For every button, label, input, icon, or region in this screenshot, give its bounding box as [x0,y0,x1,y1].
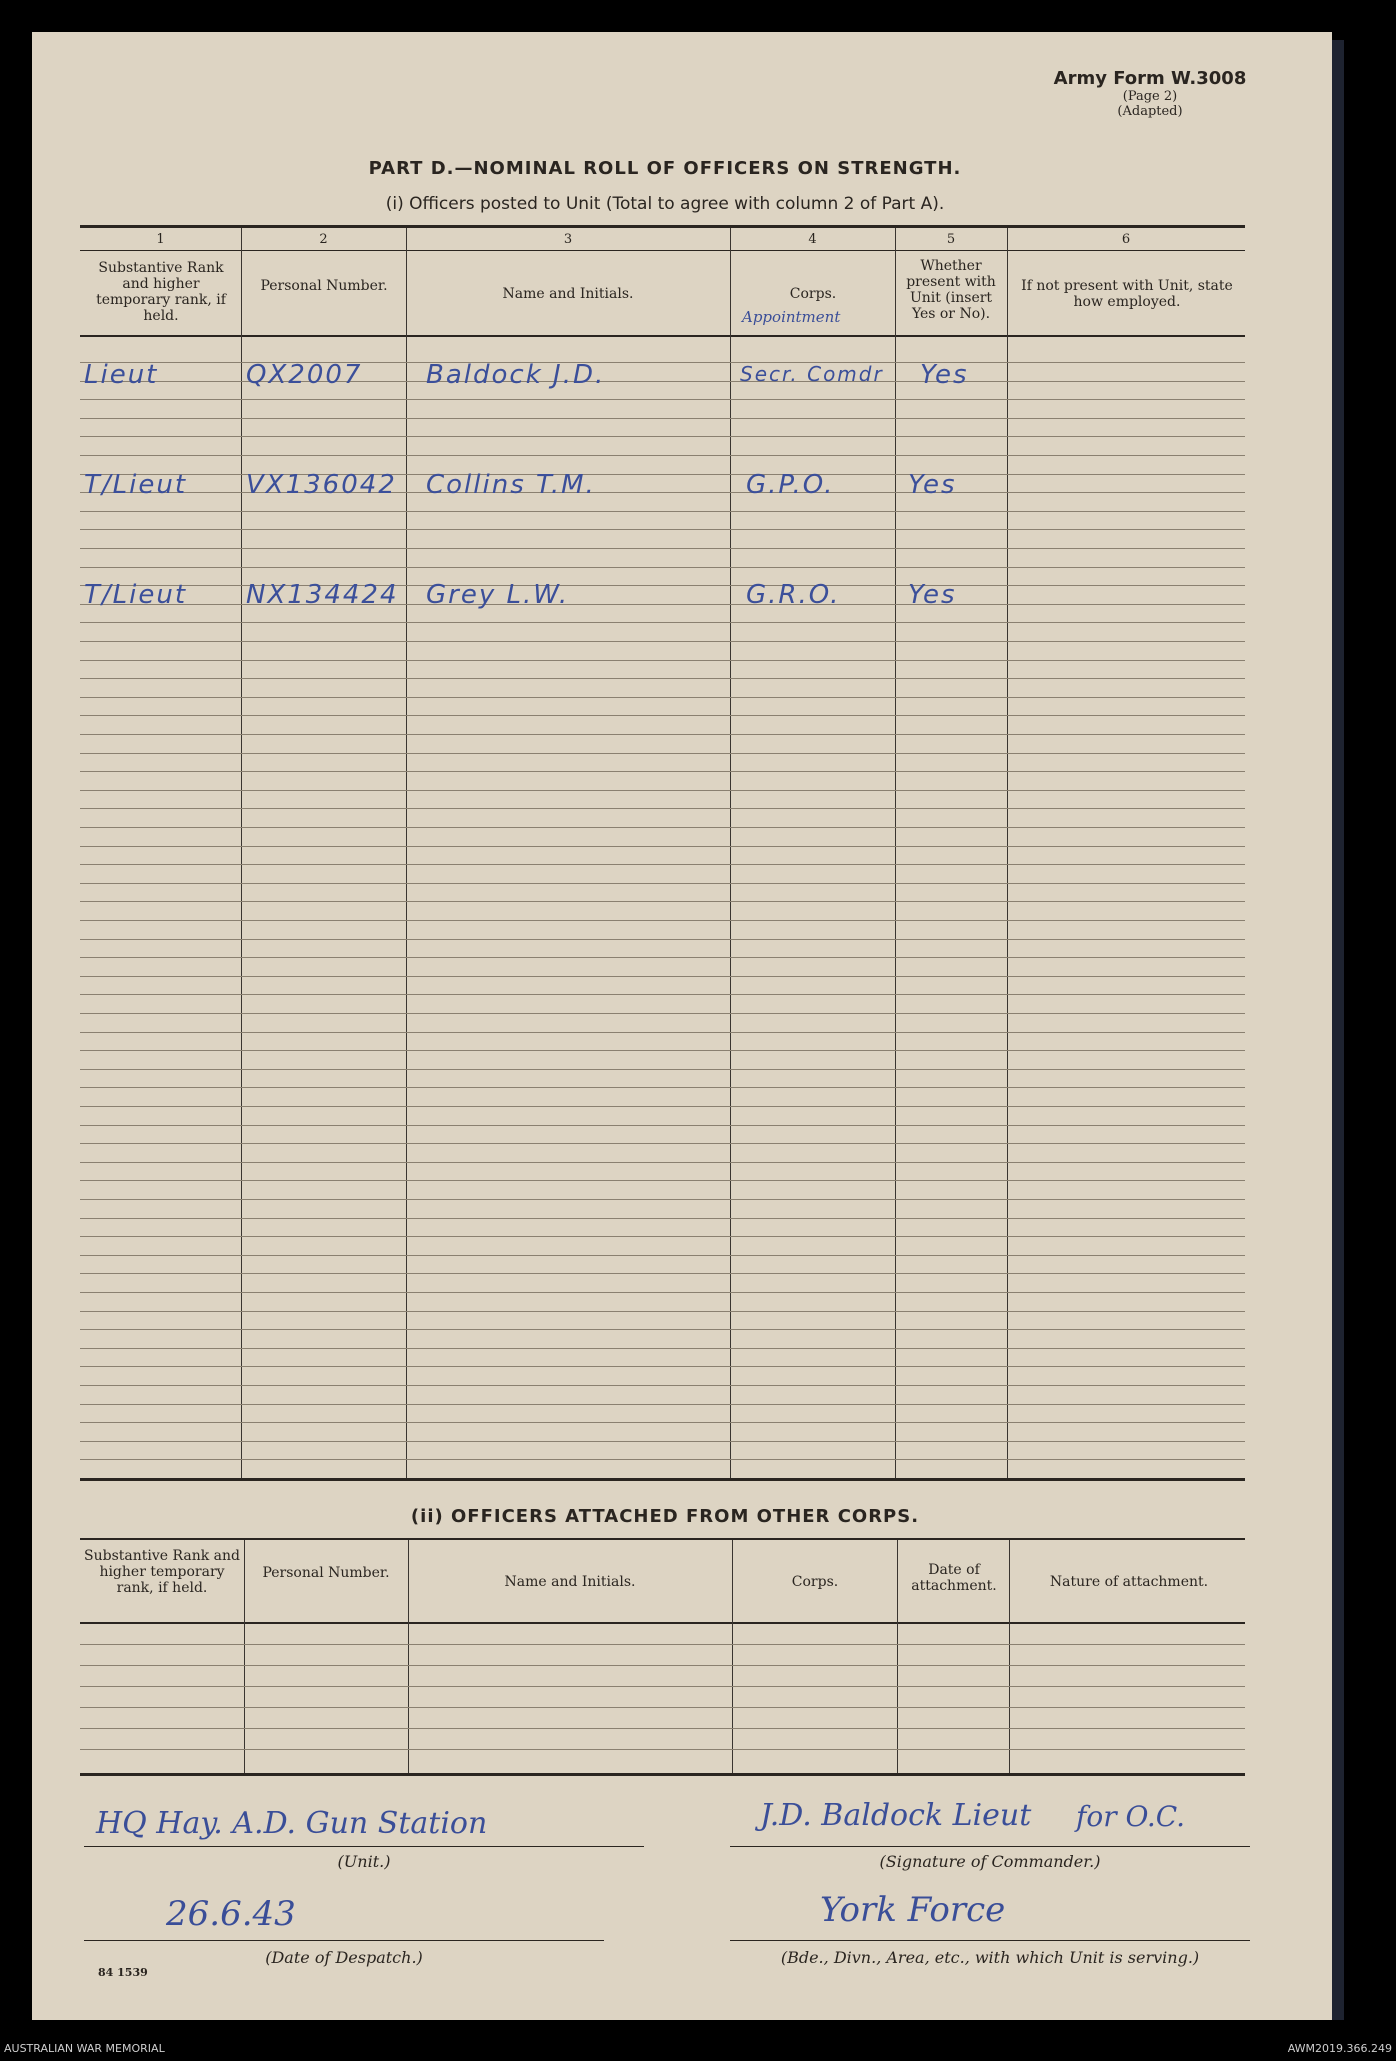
part-d-subheading: (i) Officers posted to Unit (Total to agree with column 2 of Part A). [385,194,945,214]
ruled-line [80,660,1245,661]
form-title: Army Form W.3008 [1053,68,1247,89]
column-header-date: Date of attachment. [911,1562,997,1594]
signature-line [730,1846,1250,1847]
column-header-corps: Corps. [791,1574,839,1590]
table-header-rule [80,335,1245,337]
ruled-line [80,511,1245,512]
ruled-line [80,1069,1245,1070]
ruled-line [80,1255,1245,1256]
form-page-number: (Page 2) [1122,89,1178,104]
ruled-line [80,883,1245,884]
ruled-line [80,399,1245,400]
ruled-line [80,1665,1245,1666]
unit-handwritten: HQ Hay. A.D. Gun Station [96,1806,488,1841]
ruled-line [80,994,1245,995]
column-header-rank: Substantive Rank and higher temporary rank, if held. [84,1548,240,1596]
ruled-line [80,622,1245,623]
ruled-line [80,418,1245,419]
row-corps: Secr. Comdr [740,362,884,386]
row-rank: Lieut [84,360,159,390]
row-rank: T/Lieut [84,580,188,610]
ruled-line [80,753,1245,754]
table-number-rule [80,250,1245,251]
table-top-rule [80,225,1245,228]
row-name: Grey L.W. [426,580,570,610]
table2-top-rule [80,1538,1245,1540]
row-present: Yes [920,360,969,390]
ruled-line [80,678,1245,679]
ruled-line [80,771,1245,772]
ruled-line [80,846,1245,847]
column-number: 5 [946,232,956,247]
column-header-corps: Corps. [789,286,837,302]
page-edge [1332,40,1344,2020]
part-d-heading: PART D.—NOMINAL ROLL OF OFFICERS ON STRENGTH. [368,158,962,179]
ruled-line [80,1106,1245,1107]
ruled-line [80,1162,1245,1163]
col-divider [1009,1540,1010,1773]
corps-annotation: Appointment [742,308,841,326]
row-corps: G.R.O. [746,580,841,610]
ruled-line [80,976,1245,977]
print-code: 84 1539 [98,1966,148,1979]
archive-credit: AUSTRALIAN WAR MEMORIAL [4,2042,165,2055]
ruled-line [80,697,1245,698]
column-header-present: Whether present with Unit (insert Yes or No). [906,258,996,322]
ruled-line [80,641,1245,642]
row-present: Yes [908,470,957,500]
unit-label: (Unit.) [337,1852,391,1871]
ruled-line [80,1422,1245,1423]
ruled-line [80,1441,1245,1442]
column-header-name: Name and Initials. [502,286,634,302]
row-number: VX136042 [246,470,397,500]
column-number: 6 [1121,232,1131,247]
ruled-line [80,901,1245,902]
form-adapted: (Adapted) [1117,104,1183,119]
row-number: NX134424 [246,580,399,610]
ruled-line [80,827,1245,828]
signature-extra: for O.C. [1076,1800,1186,1833]
part-ii-heading: (ii) OFFICERS ATTACHED FROM OTHER CORPS. [410,1506,920,1527]
ruled-line [80,1236,1245,1237]
ruled-line [80,436,1245,437]
ruled-line [80,1050,1245,1051]
ruled-line [80,1459,1245,1460]
date-line [84,1940,604,1941]
archive-reference: AWM2019.366.249 [1287,2042,1392,2055]
bde-line [730,1940,1250,1941]
ruled-line [80,1273,1245,1274]
row-corps: G.P.O. [746,470,835,500]
ruled-line [80,1125,1245,1126]
ruled-line [80,1329,1245,1330]
ruled-line [80,1087,1245,1088]
ruled-line [80,1143,1245,1144]
row-number: QX2007 [246,360,363,390]
column-header-name: Name and Initials. [504,1574,636,1590]
ruled-line [80,864,1245,865]
bde-handwritten: York Force [820,1890,1006,1930]
col-divider [895,228,896,1478]
column-header-employment: If not present with Unit, state how employed. [1021,278,1233,310]
ruled-line [80,715,1245,716]
ruled-line [80,1180,1245,1181]
form-page [32,32,1332,2020]
col-divider [1007,228,1008,1478]
row-present: Yes [908,580,957,610]
row-name: Baldock J.D. [426,360,606,390]
table-bottom-rule [80,1478,1245,1481]
ruled-line [80,957,1245,958]
column-header-number: Personal Number. [262,1565,390,1581]
ruled-line [80,1707,1245,1708]
ruled-line [80,920,1245,921]
ruled-line [80,1686,1245,1687]
ruled-line [80,1348,1245,1349]
row-name: Collins T.M. [426,470,596,500]
column-header-rank: Substantive Rank and higher temporary rank, if held. [96,260,226,324]
form-number-block [1040,68,1260,119]
col-divider [408,1540,409,1773]
ruled-line [80,808,1245,809]
ruled-line [80,1366,1245,1367]
col-divider [241,228,242,1478]
ruled-line [80,1032,1245,1033]
unit-line [84,1846,644,1847]
ruled-line [80,1728,1245,1729]
ruled-line [80,455,1245,456]
ruled-line [80,790,1245,791]
ruled-line [80,1292,1245,1293]
ruled-line [80,529,1245,530]
ruled-line [80,1218,1245,1219]
col-divider [897,1540,898,1773]
column-header-nature: Nature of attachment. [1049,1574,1209,1590]
column-number: 4 [808,232,817,247]
date-label: (Date of Despatch.) [265,1948,423,1967]
column-number: 3 [563,232,573,247]
ruled-line [80,1199,1245,1200]
ruled-line [80,1749,1245,1750]
col-divider [732,1540,733,1773]
ruled-line [80,1013,1245,1014]
col-divider [730,228,731,1478]
ruled-line [80,734,1245,735]
column-number: 2 [319,232,328,247]
ruled-line [80,1385,1245,1386]
table2-bottom-rule [80,1773,1245,1776]
signature-handwritten: J.D. Baldock Lieut [760,1798,1032,1833]
bde-label: (Bde., Divn., Area, etc., with which Unit is serving.) [780,1948,1200,1967]
ruled-line [80,1311,1245,1312]
ruled-line [80,1644,1245,1645]
col-divider [244,1540,245,1773]
table2-header-rule [80,1622,1245,1624]
col-divider [406,228,407,1478]
ruled-line [80,567,1245,568]
ruled-line [80,939,1245,940]
date-handwritten: 26.6.43 [166,1894,296,1934]
ruled-line [80,1404,1245,1405]
signature-label: (Signature of Commander.) [879,1852,1101,1871]
column-number: 1 [156,232,165,247]
ruled-line [80,548,1245,549]
column-header-number: Personal Number. [260,278,388,294]
row-rank: T/Lieut [84,470,188,500]
